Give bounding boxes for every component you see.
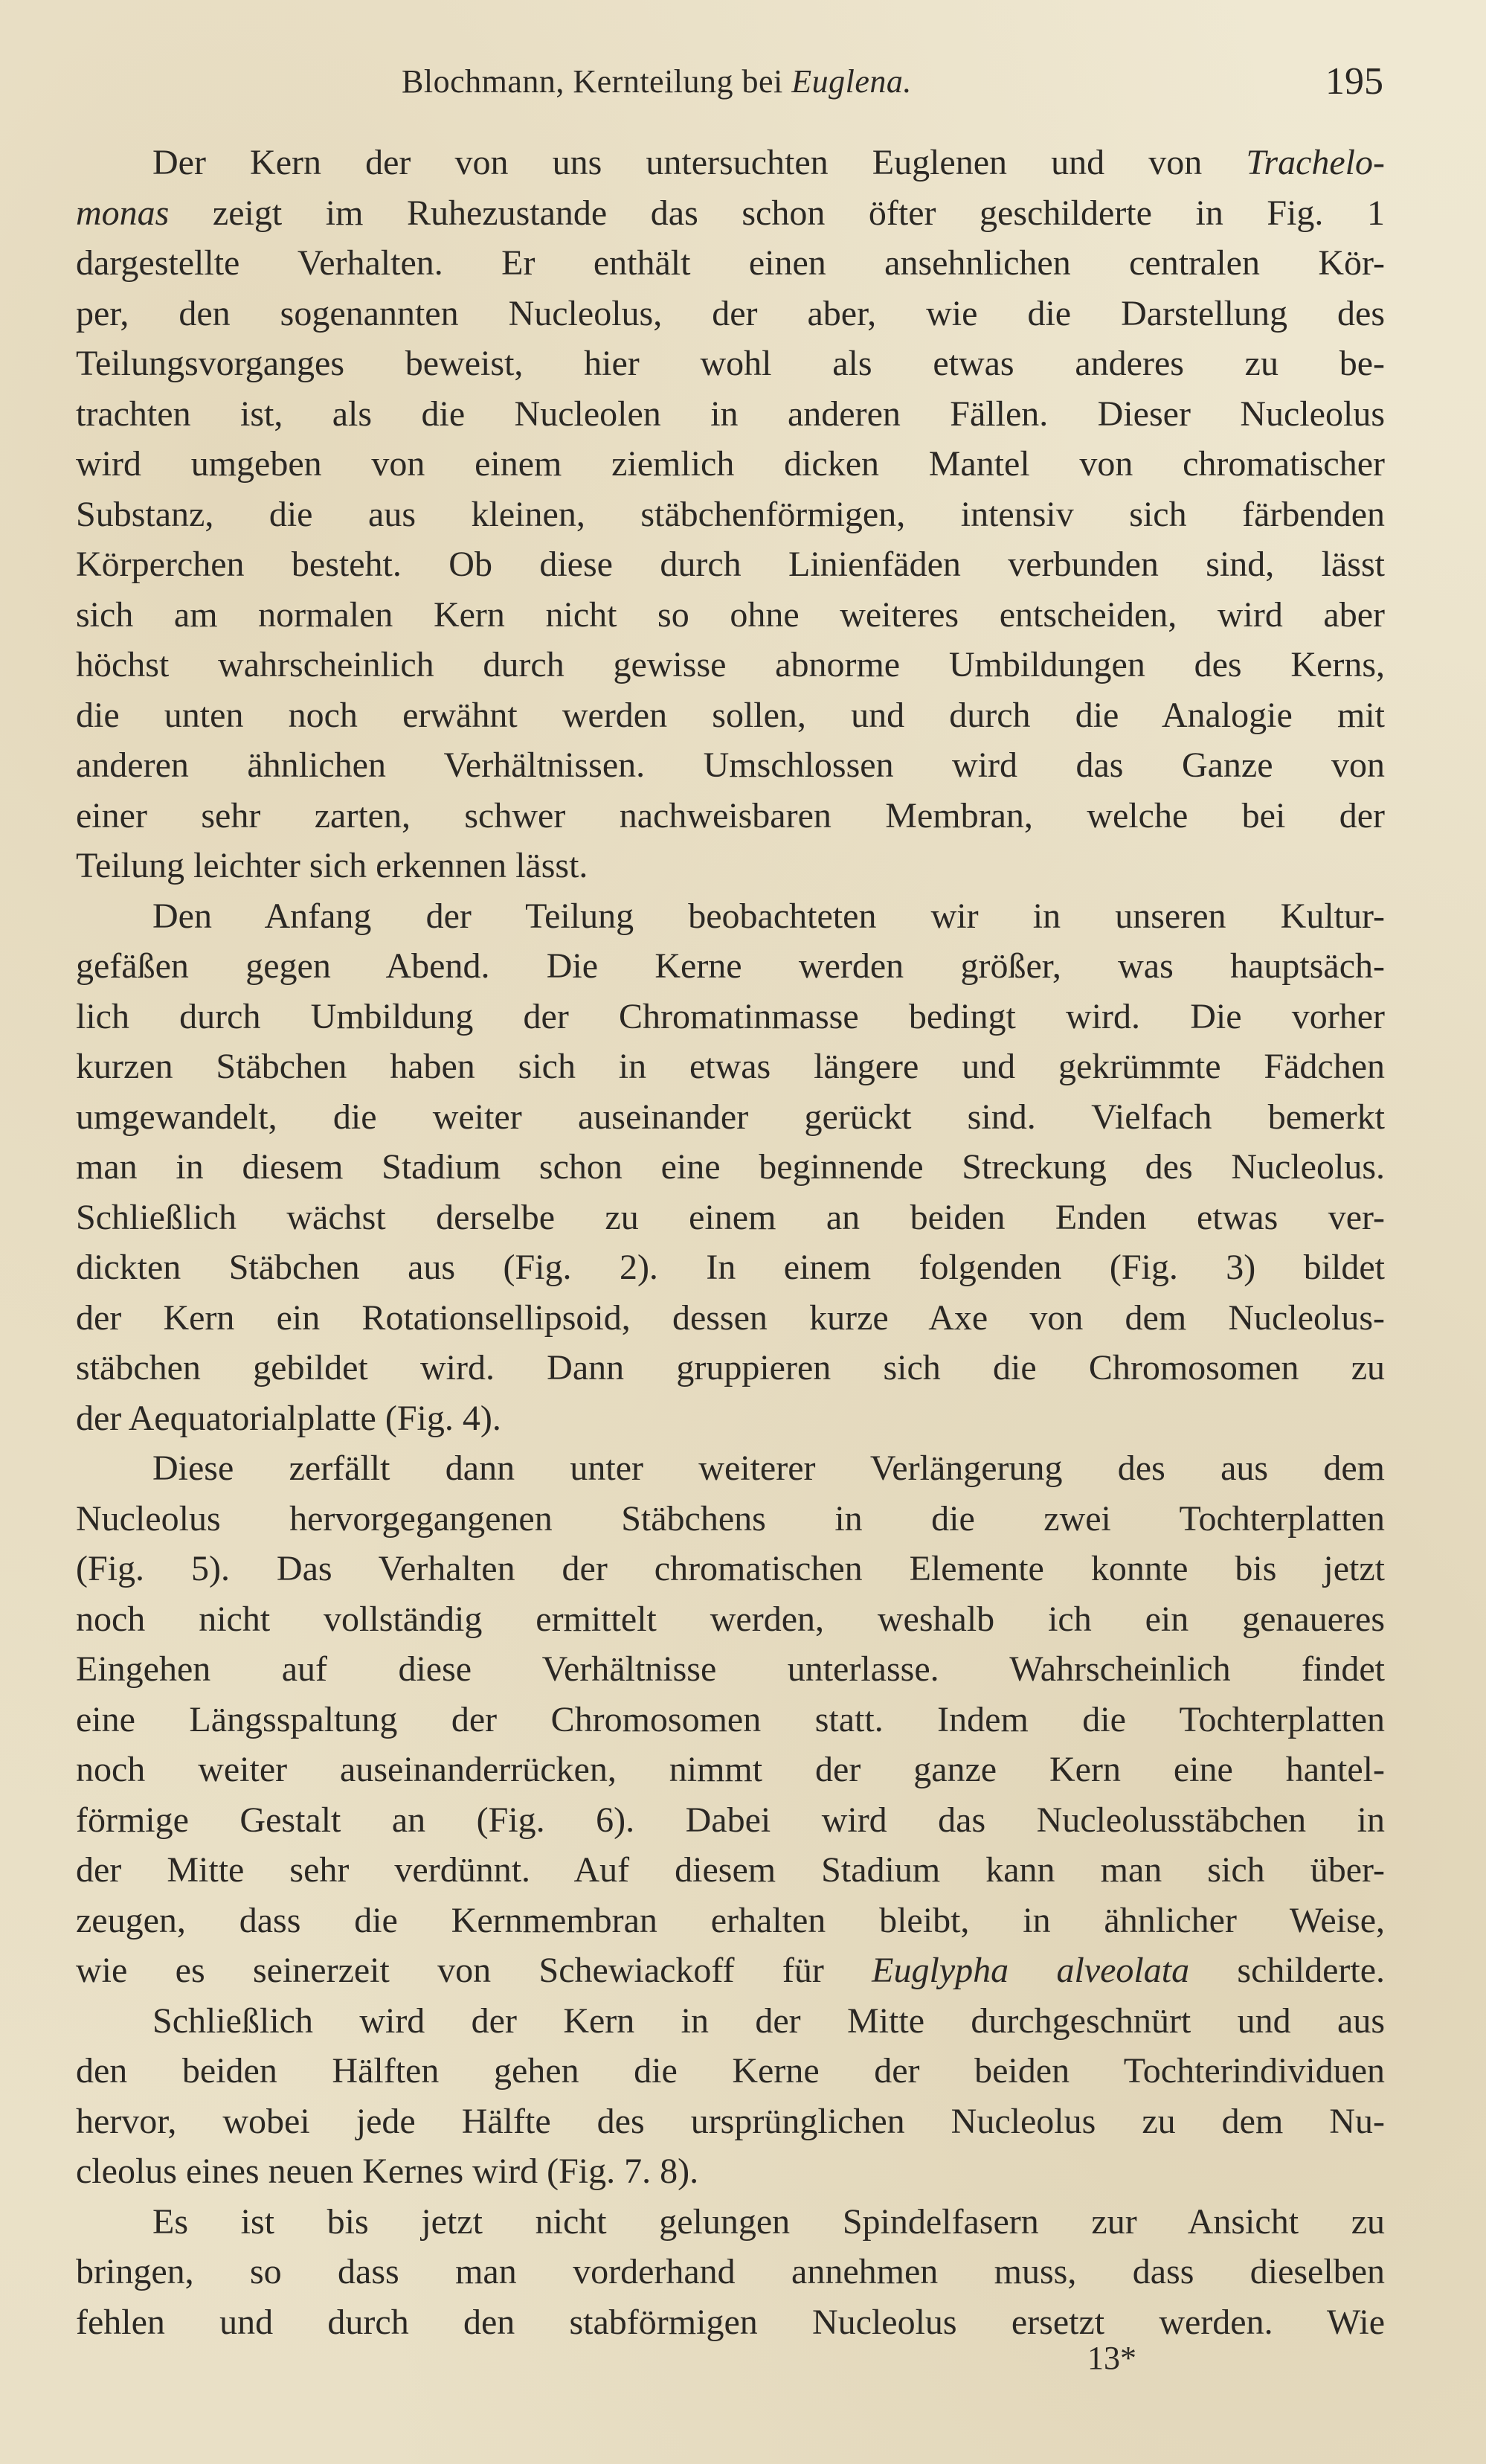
text-line xyxy=(76,1594,1385,1645)
text-line xyxy=(76,138,1385,188)
text-line xyxy=(76,690,1385,741)
text-line xyxy=(76,1845,1385,1896)
text-line xyxy=(76,1945,1385,1996)
line-text: dargestellte Verhalten. Er enthält einen ansehnlichen centralen Kör- xyxy=(76,243,1385,283)
line-text: Es ist bis jetzt nicht gelungen Spindelfasern zur Ansicht zu xyxy=(152,2201,1385,2242)
text-line xyxy=(76,1443,1385,1494)
text-line xyxy=(76,1544,1385,1594)
line-text: höchst wahrscheinlich durch gewisse abnorme Umbildungen des Kerns, xyxy=(76,645,1385,684)
line-text: hervor, wobei jede Hälfte des ursprünglichen Nucleolus zu dem Nu- xyxy=(76,2101,1385,2141)
line-text: sich am normalen Kern nicht so ohne weiteres entscheiden, wird aber xyxy=(76,594,1385,635)
line-text: Teilung leichter sich erkennen lässt. xyxy=(76,846,588,885)
line-text: Körperchen besteht. Ob diese durch Linienfäden verbunden sind, lässt xyxy=(76,545,1385,584)
text-line xyxy=(76,992,1385,1042)
text-line xyxy=(76,439,1385,490)
line-text: Der Kern der von uns untersuchten Euglenen und von xyxy=(152,143,1247,182)
line-text: Substanz, die aus kleinen, stäbchenförmigen, intensiv sich färbenden xyxy=(76,494,1385,534)
line-text: Eingehen auf diese Verhältnisse unterlasse. Wahrscheinlich findet xyxy=(76,1649,1385,1689)
text-line xyxy=(76,2146,1385,2197)
line-text: zeugen, dass die Kernmembran erhalten bleibt, in ähnlicher Weise, xyxy=(76,1900,1385,1940)
line-text: Schließlich wird der Kern in der Mitte durchgeschnürt und aus xyxy=(152,2001,1385,2041)
line-text: der Mitte sehr verdünnt. Auf diesem Stadium kann man sich über- xyxy=(76,1850,1385,1890)
line-text: cleolus eines neuen Kernes wird (Fig. 7. 8). xyxy=(76,2152,699,2191)
text-line xyxy=(76,941,1385,992)
text-line xyxy=(76,539,1385,590)
line-text: Teilungsvorganges beweist, hier wohl als etwas anderes zu be- xyxy=(76,344,1385,383)
text-line xyxy=(76,1042,1385,1092)
text-line xyxy=(76,2247,1385,2297)
line-text: Diese zerfällt dann unter weiterer Verlängerung des aus dem xyxy=(152,1448,1385,1488)
signature-mark: 13* xyxy=(1087,2340,1136,2376)
running-head-text: Blochmann, Kernteilung bei xyxy=(402,63,792,100)
line-text: förmige Gestalt an (Fig. 6). Dabei wird das Nucleolusstäbchen in xyxy=(76,1800,1385,1840)
line-text: zeigt im Ruhezustande das schon öfter geschilderte in Fig. 1 xyxy=(169,193,1385,233)
line-text: (Fig. 5). Das Verhalten der chromatischen Elemente konnte bis jetzt xyxy=(76,1549,1385,1588)
text-line xyxy=(76,2046,1385,2096)
line-text: noch weiter auseinanderrücken, nimmt der ganze Kern eine hantel- xyxy=(76,1750,1385,1789)
page-number: 195 xyxy=(1325,60,1383,103)
text-line xyxy=(76,2197,1385,2248)
line-text: noch nicht vollständig ermittelt werden, weshalb ich ein genaueres xyxy=(76,1599,1385,1639)
text-line xyxy=(76,389,1385,440)
text-line xyxy=(76,1494,1385,1544)
text-line xyxy=(76,1393,1385,1444)
text-line xyxy=(76,1343,1385,1393)
line-text: wird umgeben von einem ziemlich dicken Mantel von chromatischer xyxy=(76,444,1385,484)
running-head-italic: Euglena. xyxy=(791,63,912,100)
line-text: stäbchen gebildet wird. Dann gruppieren sich die Chromosomen zu xyxy=(76,1348,1385,1387)
line-text: lich durch Umbildung der Chromatinmasse bedingt wird. Die vorher xyxy=(76,996,1385,1036)
text-line xyxy=(76,1996,1385,2047)
text-line xyxy=(76,188,1385,239)
text-line xyxy=(76,2297,1385,2348)
italic-text: Euglypha alveolata xyxy=(872,1951,1190,1990)
line-text: der Kern ein Rotationsellipsoid, dessen kurze Axe von dem Nucleolus- xyxy=(76,1297,1385,1338)
line-text: gefäßen gegen Abend. Die Kerne werden größer, was hauptsäch- xyxy=(76,946,1385,986)
line-text-after: schilderte. xyxy=(1189,1951,1385,1990)
line-text: Den Anfang der Teilung beobachteten wir in unseren Kultur- xyxy=(152,896,1385,936)
text-line xyxy=(76,640,1385,690)
line-text: man in diesem Stadium schon eine beginnende Streckung des Nucleolus. xyxy=(76,1147,1385,1187)
text-line xyxy=(76,2096,1385,2147)
text-line xyxy=(76,1242,1385,1293)
line-text: den beiden Hälften gehen die Kerne der beiden Tochterindividuen xyxy=(76,2051,1385,2091)
text-line xyxy=(76,238,1385,289)
text-line xyxy=(76,841,1385,891)
text-line xyxy=(76,490,1385,540)
line-text: per, den sogenannten Nucleolus, der aber, wie die Darstellung des xyxy=(76,293,1385,333)
line-text: der Aequatorialplatte (Fig. 4). xyxy=(76,1398,501,1438)
text-line xyxy=(76,1092,1385,1143)
text-line xyxy=(76,1745,1385,1795)
text-line xyxy=(76,289,1385,339)
text-line xyxy=(76,1644,1385,1695)
text-line xyxy=(76,339,1385,389)
italic-text: monas xyxy=(76,193,170,233)
line-text: umgewandelt, die weiter auseinander gerückt sind. Vielfach bemerkt xyxy=(76,1097,1385,1137)
body-text xyxy=(76,138,1385,2347)
text-line xyxy=(76,740,1385,791)
line-text: Schließlich wächst derselbe zu einem an beiden Enden etwas ver- xyxy=(76,1197,1385,1237)
line-text: eine Längsspaltung der Chromosomen statt. Indem die Tochterplatten xyxy=(76,1699,1385,1739)
line-text: Nucleolus hervorgegangenen Stäbchens in die zwei Tochterplatten xyxy=(76,1498,1385,1539)
text-line xyxy=(76,1193,1385,1243)
line-text: kurzen Stäbchen haben sich in etwas längere und gekrümmte Fädchen xyxy=(76,1047,1385,1086)
line-text: einer sehr zarten, schwer nachweisbaren Membran, welche bei der xyxy=(76,795,1385,835)
line-text: die unten noch erwähnt werden sollen, und durch die Analogie mit xyxy=(76,695,1385,735)
italic-text: Trachelo- xyxy=(1246,143,1385,182)
text-line xyxy=(76,1142,1385,1193)
running-head xyxy=(402,62,912,100)
text-line xyxy=(76,590,1385,641)
text-line xyxy=(76,1695,1385,1745)
text-line xyxy=(76,1896,1385,1946)
text-line xyxy=(76,891,1385,942)
text-line xyxy=(76,1795,1385,1846)
line-text: anderen ähnlichen Verhältnissen. Umschlossen wird das Ganze von xyxy=(76,745,1385,785)
line-text: dickten Stäbchen aus (Fig. 2). In einem folgenden (Fig. 3) bildet xyxy=(76,1248,1385,1287)
line-text: trachten ist, als die Nucleolen in anderen Fällen. Dieser Nucleolus xyxy=(76,394,1385,434)
line-text: fehlen und durch den stabförmigen Nucleolus ersetzt werden. Wie xyxy=(76,2302,1385,2342)
text-line xyxy=(76,791,1385,841)
line-text: wie es seinerzeit von Schewiackoff für xyxy=(76,1951,872,1990)
line-text: bringen, so dass man vorderhand annehmen muss, dass dieselben xyxy=(76,2252,1385,2291)
page-header xyxy=(74,52,1383,112)
text-line xyxy=(76,1293,1385,1344)
